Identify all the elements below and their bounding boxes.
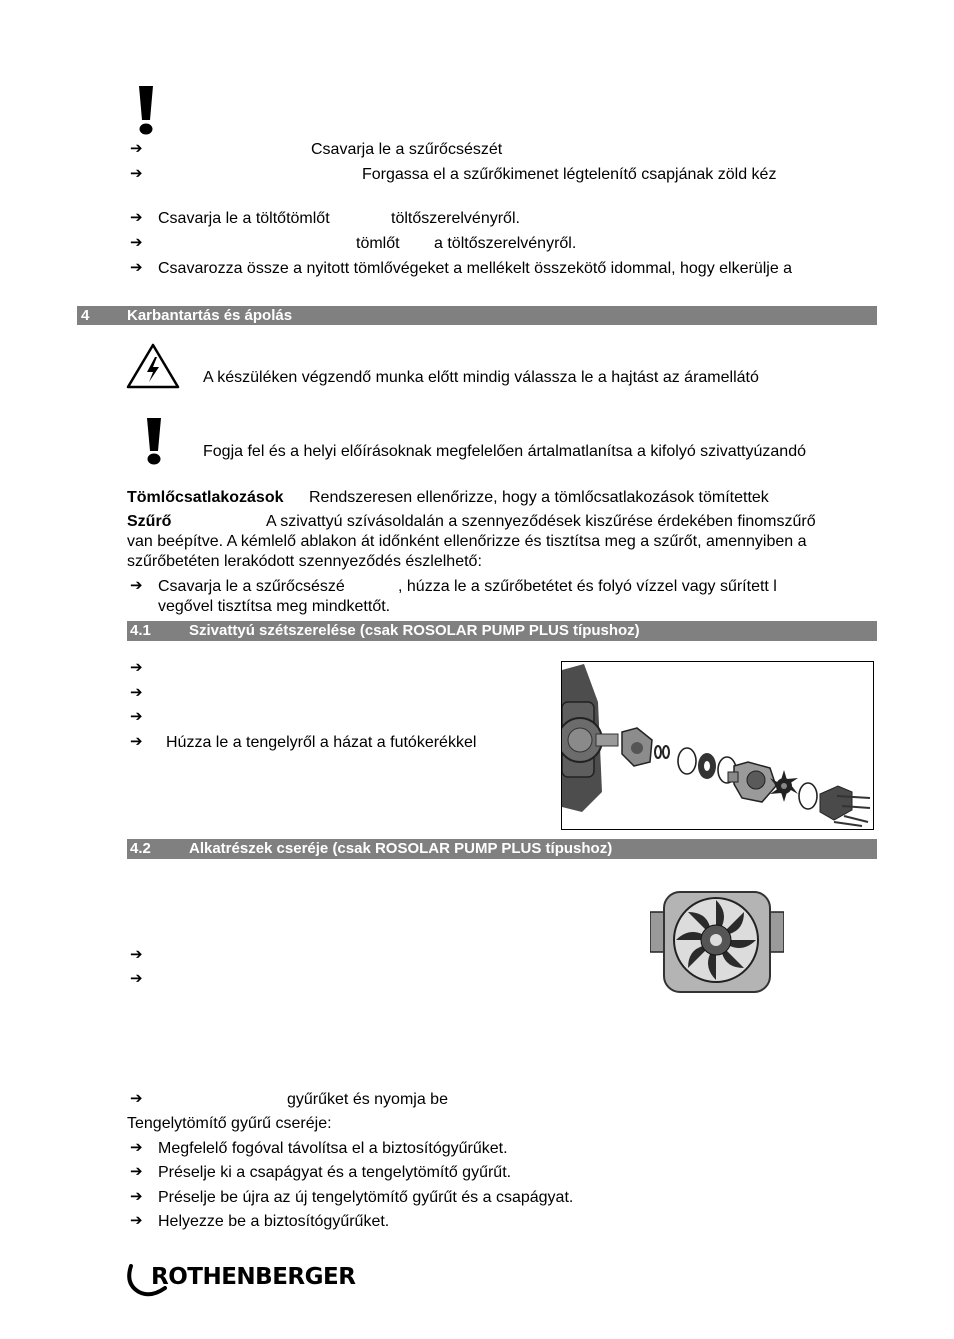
section-4-2-heading — [127, 839, 877, 859]
intro-line-4b: a töltőszerelvényről. — [434, 235, 577, 252]
arrow-bullet-icon: ➔ — [130, 208, 143, 226]
arrow-bullet-icon: ➔ — [130, 707, 143, 725]
arrow-bullet-icon: ➔ — [130, 1211, 143, 1229]
filter-step-continued: vegővel tisztítsa meg mindkettőt. — [158, 598, 391, 615]
rothenberger-logo — [125, 1262, 385, 1298]
arrow-bullet-icon: ➔ — [130, 969, 143, 987]
intro-line-1: Csavarja le a szűrőcsészét — [311, 141, 503, 158]
intro-line-4a: tömlőt — [356, 235, 400, 252]
impeller-housing-image — [650, 890, 784, 995]
arrow-bullet-icon: ➔ — [130, 1187, 143, 1205]
hose-label: Tömlőcsatlakozások — [127, 489, 284, 506]
filter-step-b: , húzza le a szűrőbetétet és folyó vízzel vagy sűrített l — [398, 578, 777, 595]
intro-line-2: Forgassa el a szűrőkimenet légtelenítő csapjának zöld kéz — [362, 166, 777, 183]
arrow-bullet-icon: ➔ — [130, 576, 143, 594]
warning-electric-text: A készüléken végzendő munka előtt mindig válassza le a hajtást az áramellátó — [203, 369, 759, 386]
exclamation-warning-icon — [136, 84, 156, 136]
section-title: Szivattyú szétszerelése (csak ROSOLAR PUMP PLUS típushoz) — [189, 622, 640, 639]
seal-step-1: Megfelelő fogóval távolítsa el a biztosítógyűrűket. — [158, 1140, 508, 1157]
arrow-bullet-icon: ➔ — [130, 1089, 143, 1107]
arrow-bullet-icon: ➔ — [130, 732, 143, 750]
ring-step-text: gyűrűket és nyomja be — [287, 1091, 448, 1108]
logo-wordmark: ROTHENBERGER — [151, 1264, 356, 1290]
seal-step-3: Préselje be újra az új tengelytömítő gyűrűt és a csapágyat. — [158, 1189, 574, 1206]
arrow-bullet-icon: ➔ — [130, 683, 143, 701]
filter-label: Szűrő — [127, 513, 172, 530]
seal-replacement-heading: Tengelytömítő gyűrű cseréje: — [127, 1115, 332, 1132]
filter-step-a: Csavarja le a szűrőcsészé — [158, 578, 345, 595]
filter-text-2: van beépítve. A kémlelő ablakon át időnként ellenőrizze és tisztítsa meg a szűrőt, amennyiben a — [127, 533, 807, 550]
section-title: Alkatrészek cseréje (csak ROSOLAR PUMP PLUS típushoz) — [189, 840, 613, 857]
section-4-heading — [77, 306, 877, 325]
filter-text-3: szűrőbetéten lerakódott szennyeződés észlelhető: — [127, 553, 482, 570]
section-title: Karbantartás és ápolás — [127, 307, 293, 324]
electric-hazard-icon — [125, 342, 181, 390]
arrow-bullet-icon: ➔ — [130, 258, 143, 276]
pump-exploded-view-image — [561, 661, 874, 830]
arrow-bullet-icon: ➔ — [130, 658, 143, 676]
intro-line-3b: töltőszerelvényről. — [391, 210, 520, 227]
section-4-1-heading — [127, 621, 877, 641]
intro-line-3a: Csavarja le a töltőtömlőt — [158, 210, 330, 227]
hose-text: Rendszeresen ellenőrizze, hogy a tömlőcsatlakozások tömítettek — [309, 489, 769, 506]
arrow-bullet-icon: ➔ — [130, 1138, 143, 1156]
section-number: 4.2 — [130, 840, 151, 857]
arrow-bullet-icon: ➔ — [130, 945, 143, 963]
section-number: 4.1 — [130, 622, 151, 639]
arrow-bullet-icon: ➔ — [130, 233, 143, 251]
intro-line-5: Csavarozza össze a nyitott tömlővégeket a mellékelt összekötő idommal, hogy elkerülje a — [158, 260, 793, 277]
exclamation-warning-icon — [144, 416, 164, 466]
section-number: 4 — [81, 307, 90, 324]
filter-text-1: A szivattyú szívásoldalán a szennyeződések kiszűrése érdekében finomszűrő — [266, 513, 816, 530]
seal-step-4: Helyezze be a biztosítógyűrűket. — [158, 1213, 390, 1230]
warning-general-text: Fogja fel és a helyi előírásoknak megfelelően ártalmatlanítsa a kifolyó szivattyúzandó — [203, 443, 806, 460]
arrow-bullet-icon: ➔ — [130, 139, 143, 157]
arrow-bullet-icon: ➔ — [130, 1162, 143, 1180]
arrow-bullet-icon: ➔ — [130, 164, 143, 182]
seal-step-2: Préselje ki a csapágyat és a tengelytömítő gyűrűt. — [158, 1164, 512, 1181]
disassembly-step-4: Húzza le a tengelyről a házat a futókerékkel — [166, 734, 477, 751]
